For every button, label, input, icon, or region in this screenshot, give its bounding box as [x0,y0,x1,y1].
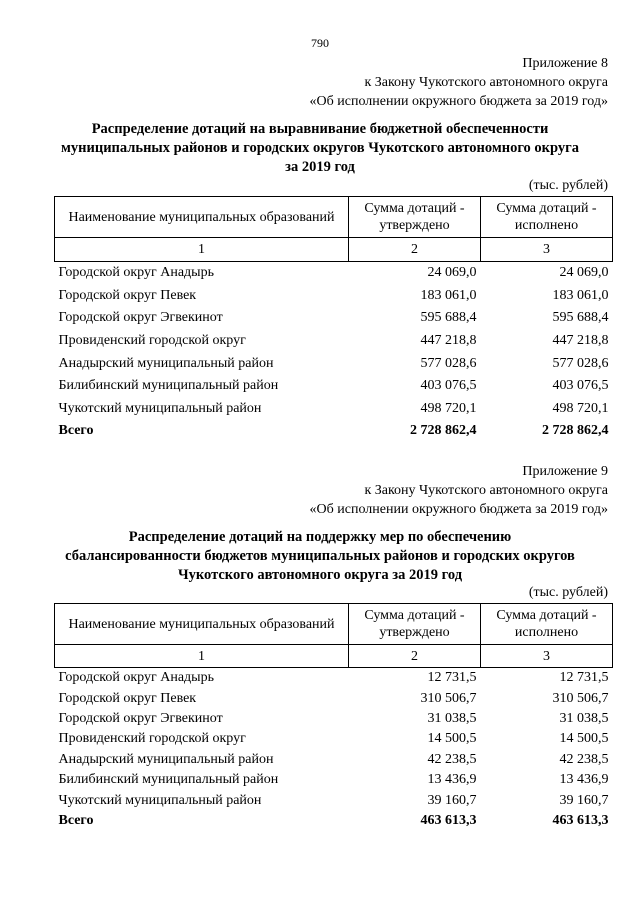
table-row [55,398,613,421]
table-1-title [40,120,600,177]
row-approved: 14 500,5 [427,731,477,747]
row-approved: 577 028,6 [420,355,477,371]
row-executed: 24 069,0 [559,265,609,281]
table-2-title-line-3: Чукотского автономного округа за 2019 год [177,567,463,583]
row-approved: 403 076,5 [420,378,477,394]
table-2-title-line-1: Распределение дотаций на поддержку мер по обеспечению [128,529,512,545]
table-2-title-line-2: сбалансированности бюджетов муниципальных районов и городских округов [65,548,575,564]
table-2-header-executed: Сумма дотаций - исполнено [481,604,613,645]
table-row [55,262,613,285]
table-2-header-approved: Сумма дотаций - утверждено [349,604,481,645]
row-approved: 42 238,5 [427,751,477,767]
table-row [55,375,613,398]
row-executed: 310 506,7 [552,690,609,706]
row-name: Чукотский муниципальный район [58,792,262,808]
total-label: Всего [58,812,94,828]
table-2-header-name: Наименование муниципальных образований [55,604,349,645]
appendix-9-header [168,462,608,519]
table-1-header-executed: Сумма дотаций - исполнено [481,197,613,238]
table-1-units: (тыс. рублей) [528,178,608,193]
row-executed: 31 038,5 [559,710,609,726]
row-executed: 498 720,1 [552,400,609,416]
row-executed: 447 218,8 [552,333,609,349]
row-approved: 310 506,7 [420,690,477,706]
appendix-8-header [168,54,608,111]
table-row [55,770,613,790]
appendix-8-law-title: «Об исполнении окружного бюджета за 2019 год» [309,94,608,109]
appendix-8-label: Приложение 8 [522,56,608,71]
row-name: Городской округ Певек [58,287,197,303]
total-approved: 463 613,3 [420,812,477,828]
table-total-row [55,811,613,831]
row-approved: 498 720,1 [420,400,477,416]
row-executed: 14 500,5 [559,731,609,747]
row-approved: 39 160,7 [427,792,477,808]
row-name: Городской округ Эгвекинот [58,710,223,726]
total-executed: 463 613,3 [552,812,609,828]
appendix-9-law: к Закону Чукотского автономного округа [364,483,608,498]
row-name: Городской округ Анадырь [58,670,214,686]
table-1 [54,196,613,443]
table-2-title [40,528,600,585]
row-executed: 39 160,7 [559,792,609,808]
row-executed: 42 238,5 [559,751,609,767]
table-total-row [55,420,613,443]
row-name: Городской округ Певек [58,690,197,706]
row-name: Билибинский муниципальный район [58,378,279,394]
table-row [55,668,613,689]
total-approved: 2 728 862,4 [410,423,477,439]
row-approved: 595 688,4 [420,310,477,326]
row-name: Провиденский городской округ [58,333,246,349]
row-approved: 447 218,8 [420,333,477,349]
row-name: Анадырский муниципальный район [58,751,274,767]
table-row [55,790,613,810]
table-row [55,709,613,729]
appendix-9-law-title: «Об исполнении окружного бюджета за 2019 год» [309,502,608,517]
row-approved: 13 436,9 [427,772,477,788]
table-1-header-approved: Сумма дотаций - утверждено [349,197,481,238]
table-row [55,352,613,375]
table-2-col-number: 2 [349,645,481,668]
row-name: Анадырский муниципальный район [58,355,274,371]
table-2-units: (тыс. рублей) [528,585,608,600]
table-1-title-line-3: за 2019 год [285,159,355,175]
row-executed: 12 731,5 [559,670,609,686]
table-1-title-line-2: муниципальных районов и городских округов Чукотского автономного округа [61,140,579,156]
total-label: Всего [58,423,94,439]
table-2-header-row [55,604,613,645]
table-2-number-row [55,645,613,668]
table-1-col-number: 3 [481,238,613,262]
table-1-number-row [55,238,613,262]
table-1-header-row [55,197,613,238]
appendix-8-law: к Закону Чукотского автономного округа [364,75,608,90]
row-executed: 595 688,4 [552,310,609,326]
row-name: Городской округ Анадырь [58,265,214,281]
table-1-col-number: 1 [55,238,349,262]
row-executed: 577 028,6 [552,355,609,371]
total-executed: 2 728 862,4 [542,423,609,439]
table-row [55,330,613,353]
appendix-9-label: Приложение 9 [522,464,608,479]
table-row [55,729,613,749]
table-1-col-number: 2 [349,238,481,262]
table-row [55,285,613,308]
row-approved: 12 731,5 [427,670,477,686]
table-2-col-number: 3 [481,645,613,668]
row-name: Провиденский городской округ [58,731,246,747]
row-name: Городской округ Эгвекинот [58,310,223,326]
page-number: 790 [311,36,329,50]
table-row [55,750,613,770]
table-2 [54,603,613,831]
row-approved: 24 069,0 [427,265,477,281]
row-executed: 183 061,0 [552,287,609,303]
table-row [55,688,613,708]
row-executed: 13 436,9 [559,772,609,788]
table-1-header-name: Наименование муниципальных образований [55,197,349,238]
row-name: Чукотский муниципальный район [58,400,262,416]
table-1-title-line-1: Распределение дотаций на выравнивание бюджетной обеспеченности [91,121,549,137]
row-approved: 31 038,5 [427,710,477,726]
row-name: Билибинский муниципальный район [58,772,279,788]
table-row [55,307,613,330]
table-2-col-number: 1 [55,645,349,668]
row-executed: 403 076,5 [552,378,609,394]
row-approved: 183 061,0 [420,287,477,303]
